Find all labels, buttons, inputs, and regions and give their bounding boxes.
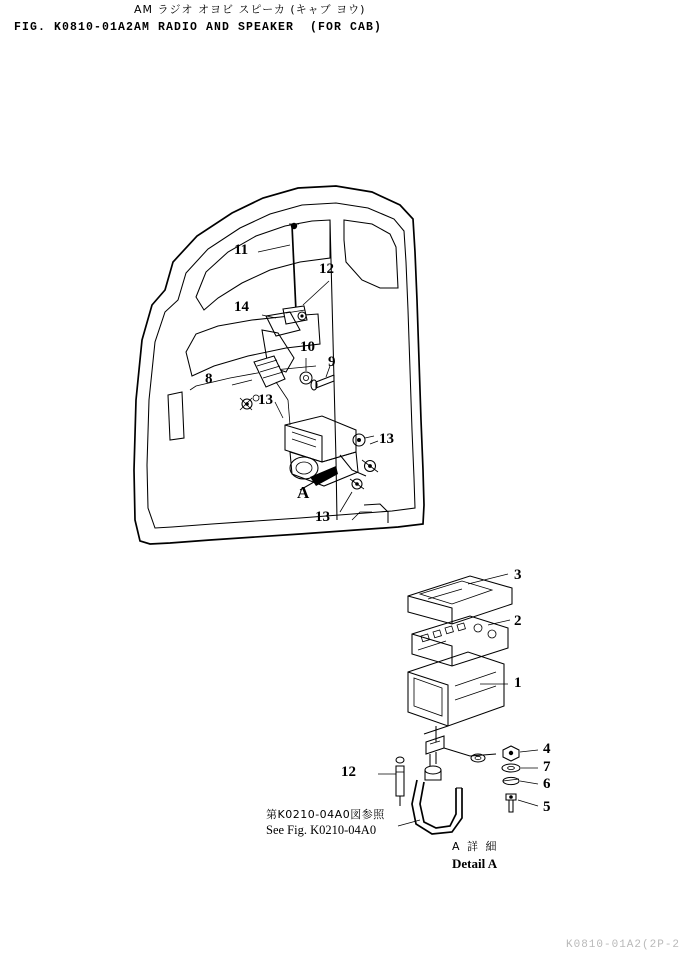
pillar-bracket-group — [240, 312, 334, 410]
detail-label-japanese: A 詳 細 — [452, 840, 499, 853]
callout-13-b: 13 — [379, 431, 394, 447]
callout-13-c: 13 — [315, 509, 330, 525]
callout-5: 5 — [543, 799, 551, 815]
title-japanese: AM ラジオ オヨビ スピーカ (キャブ ヨウ) — [134, 3, 366, 16]
callout-1: 1 — [514, 675, 522, 691]
callout-3: 3 — [514, 567, 522, 583]
callout-12: 12 — [319, 261, 334, 277]
detail-marker-a: A — [297, 483, 310, 502]
callout-14: 14 — [234, 299, 249, 315]
callout-11: 11 — [234, 242, 249, 258]
callout-9: 9 — [328, 354, 336, 370]
callout-4: 4 — [543, 741, 551, 757]
callout-13-a: 13 — [258, 392, 273, 408]
callout-7: 7 — [543, 759, 551, 775]
title-english: AM RADIO AND SPEAKER (FOR CAB) — [134, 21, 383, 34]
detail-a-assembly — [396, 576, 520, 834]
reference-note-english: See Fig. K0210-04A0 — [266, 823, 377, 837]
callout-10: 10 — [300, 339, 315, 355]
detail-label-english: Detail A — [452, 856, 498, 871]
cab-outline — [134, 186, 424, 544]
callout-6: 6 — [543, 776, 551, 792]
reference-note-japanese: 第K0210-04A0図参照 — [266, 808, 385, 821]
footer-code: K0810-01A2(2P-2 — [566, 939, 681, 951]
antenna-assembly — [283, 223, 307, 324]
callout-8: 8 — [205, 371, 213, 387]
in-cab-radio-unit — [276, 382, 378, 490]
callout-12-b: 12 — [341, 764, 356, 780]
callout-2: 2 — [514, 613, 522, 629]
figure-number: FIG. K0810-01A2 — [14, 21, 135, 34]
